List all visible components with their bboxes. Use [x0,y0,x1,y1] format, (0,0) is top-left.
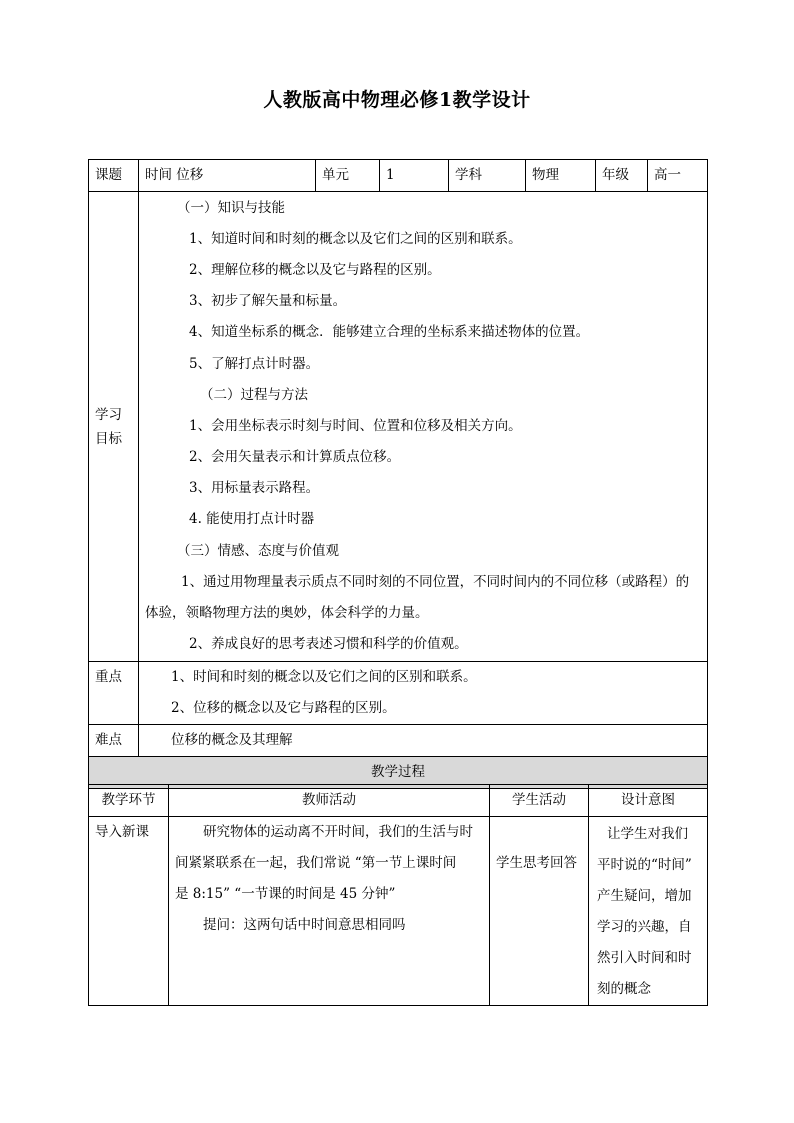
keypoints-content [139,662,708,725]
teacher-line: 是 8:15” “一节课的时间是 45 分钟” [175,886,396,902]
stage-cell: 导入新课 [89,817,169,1006]
teaching-process-table [88,784,708,1006]
objectives-line: 3、用标量表示路程。 [189,480,320,497]
subject-value: 物理 [526,160,596,192]
topic-value: 时间 位移 [139,160,316,192]
unit-label: 单元 [316,160,380,192]
subject-label: 学科 [449,160,526,192]
objectives-line: 2、会用矢量表示和计算质点位移。 [189,449,401,466]
process-row [89,817,708,1006]
intent-line: 然引入时间和时 [597,950,692,966]
objectives-content [139,192,708,662]
objectives-label-text: 学习目标 [95,406,122,447]
difficulty-value: 位移的概念及其理解 [139,725,708,757]
grade-label: 年级 [596,160,648,192]
header-student: 学生活动 [490,785,589,817]
grade-value: 高一 [648,160,708,192]
teacher-activity-cell [169,817,490,1006]
objectives-line: 1、知道时间和时刻的概念以及它们之间的区别和联系。 [189,230,522,247]
intent-line: 让学生对我们 [607,826,688,842]
objectives-line: 5、了解打点计时器。 [189,355,320,372]
topic-label: 课题 [89,160,139,192]
objectives-line: （三）情感、态度与价值观 [177,542,339,559]
process-section-title: 教学过程 [89,757,708,789]
objectives-line: 2、养成良好的思考表述习惯和科学的价值观。 [189,636,468,653]
header-intent: 设计意图 [589,785,708,817]
unit-value: 1 [380,160,449,192]
objectives-line: 3、初步了解矢量和标量。 [189,293,347,310]
keypoints-line: 2、位移的概念以及它与路程的区别。 [171,700,396,717]
student-activity-cell: 学生思考回答 [490,817,589,1006]
design-intent-cell [589,817,708,1006]
header-teacher: 教师活动 [169,785,490,817]
intent-line: 产生疑问，增加 [597,888,692,904]
teacher-line: 间紧紧联系在一起，我们常说 “第一节上课时间 [175,855,457,871]
objectives-line: 体验，领略物理方法的奥妙，体会科学的力量。 [145,605,429,622]
keypoints-line: 1、时间和时刻的概念以及它们之间的区别和联系。 [171,669,477,685]
objectives-line: 1、通过用物理量表示质点不同时刻的不同位置，不同时间内的不同位移（或路程）的 [181,573,690,590]
lesson-info-table [88,159,708,789]
keypoints-row [89,662,708,725]
intent-line: 刻的概念 [597,981,651,997]
process-header-row [89,785,708,817]
document-title: 人教版高中物理必修1教学设计 [263,89,531,111]
teacher-line: 研究物体的运动离不开时间，我们的生活与时 [203,824,473,840]
intent-line: 学习的兴趣，自 [597,919,692,935]
teacher-line: 提问：这两句话中时间意思相同吗 [203,917,406,933]
info-row [89,160,708,192]
objectives-line: （二）过程与方法 [200,386,308,403]
objectives-line: 4. 能使用打点计时器 [189,511,315,528]
objectives-line: 1、会用坐标表示时刻与时间、位置和位移及相关方向。 [189,417,522,434]
objectives-row [89,192,708,662]
objectives-line: 4、知道坐标系的概念．能够建立合理的坐标系来描述物体的位置。 [189,324,590,341]
header-stage: 教学环节 [89,785,169,817]
difficulty-label: 难点 [89,725,139,757]
objectives-line: 2、理解位移的概念以及它与路程的区别。 [189,261,441,278]
intent-line: 平时说的“时间” [597,857,692,873]
keypoints-label: 重点 [89,662,139,725]
difficulty-row [89,725,708,757]
objectives-label [89,192,139,662]
objectives-line: （一）知识与技能 [177,199,285,216]
